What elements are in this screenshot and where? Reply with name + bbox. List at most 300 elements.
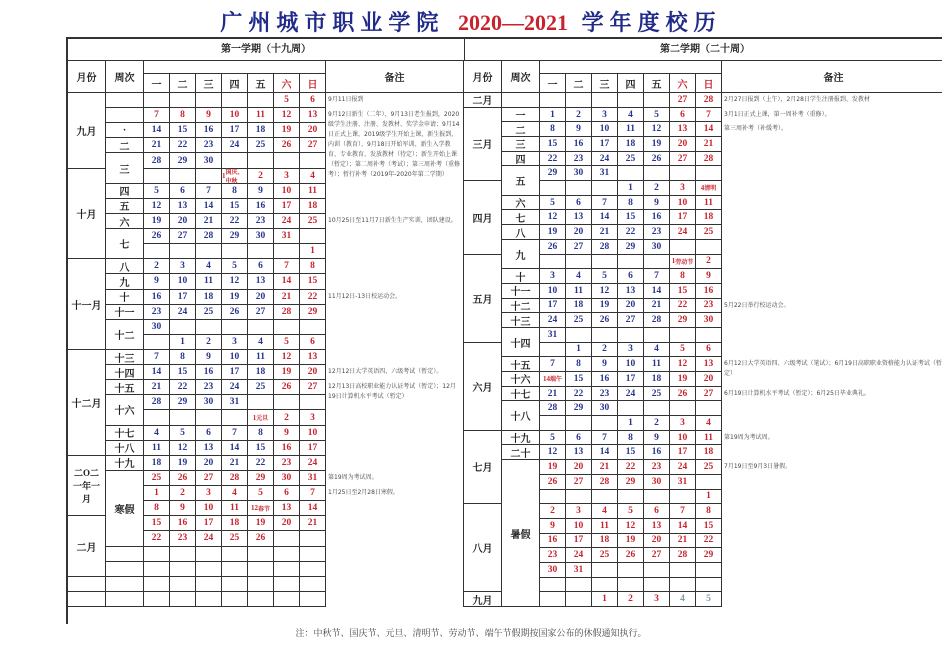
date-cell: 12 <box>170 441 196 456</box>
date-cell <box>618 166 644 181</box>
week-cell: · <box>106 123 144 138</box>
date-cell <box>644 166 670 181</box>
note-text: 1月25日至2月28日寒假。 <box>328 489 399 497</box>
month-cell: 三月 <box>464 108 502 181</box>
week-cell <box>106 108 144 123</box>
week-cell: 九 <box>106 274 144 289</box>
date-cell: 15 <box>170 365 196 380</box>
header-day-6: 六 <box>670 73 696 92</box>
date-cell <box>592 563 618 578</box>
month-cell: 九月 <box>68 93 106 169</box>
date-cell: 9 <box>696 269 722 284</box>
month-cell: 九月 <box>464 592 502 607</box>
date-cell: 24 <box>670 225 696 240</box>
date-cell: 2 <box>144 259 170 274</box>
date-cell: 13 <box>566 445 592 460</box>
date-cell: 30 <box>696 313 722 328</box>
date-cell <box>300 531 326 546</box>
date-cell: 11 <box>618 122 644 137</box>
date-cell: 8 <box>618 196 644 211</box>
header-month: 月份 <box>464 61 502 92</box>
date-cell <box>618 255 644 270</box>
date-cell: 6 <box>274 486 300 501</box>
date-cell: 25 <box>222 531 248 546</box>
date-cell: 18 <box>196 290 222 305</box>
date-cell: 19 <box>222 290 248 305</box>
date-cell <box>196 562 222 577</box>
month-cell: 十二月 <box>68 350 106 456</box>
week-cell <box>106 592 144 607</box>
date-cell: 15 <box>566 372 592 387</box>
date-cell: 4 <box>144 426 170 441</box>
date-cell: 15 <box>670 284 696 299</box>
date-cell: 3 <box>670 416 696 431</box>
date-cell: 27 <box>618 313 644 328</box>
date-cell <box>248 93 274 108</box>
date-cell: 9 <box>592 357 618 372</box>
date-cell <box>196 410 222 425</box>
date-cell: 6 <box>300 335 326 350</box>
date-cell: 9 <box>644 431 670 446</box>
date-cell: 17 <box>670 210 696 225</box>
date-cell <box>566 416 592 431</box>
date-cell: 15 <box>248 441 274 456</box>
date-cell <box>644 401 670 416</box>
date-cell: 20 <box>644 534 670 549</box>
date-cell: 19 <box>670 372 696 387</box>
date-cell: 1 国庆、中秋 <box>222 169 248 184</box>
date-cell: 8 <box>248 426 274 441</box>
date-cell: 9 <box>248 184 274 199</box>
date-cell: 25 <box>592 548 618 563</box>
week-cell: 十六 <box>502 372 540 387</box>
date-cell: 20 <box>300 365 326 380</box>
date-cell: 2 <box>540 504 566 519</box>
date-cell <box>696 475 722 490</box>
date-cell: 23 <box>196 380 222 395</box>
date-cell <box>170 592 196 607</box>
date-cell: 16 <box>274 441 300 456</box>
date-cell: 1 <box>566 343 592 358</box>
date-cell: 4 <box>592 504 618 519</box>
date-cell: 17 <box>618 372 644 387</box>
date-cell: 21 <box>144 380 170 395</box>
date-cell: 29 <box>670 313 696 328</box>
date-cell <box>248 153 274 168</box>
date-cell: 8 <box>696 504 722 519</box>
date-cell: 22 <box>540 152 566 167</box>
date-cell <box>274 577 300 592</box>
date-cell: 20 <box>566 225 592 240</box>
week-cell <box>106 547 144 562</box>
date-cell: 17 <box>196 516 222 531</box>
date-cell: 26 <box>274 138 300 153</box>
date-cell: 15 <box>144 516 170 531</box>
date-cell: 13 <box>196 441 222 456</box>
date-cell <box>540 93 566 108</box>
header-day-3: 三 <box>196 73 222 92</box>
date-cell: 27 <box>300 380 326 395</box>
date-cell <box>248 395 274 410</box>
date-cell <box>196 320 222 335</box>
date-cell: 12 <box>222 274 248 289</box>
date-cell: 6 <box>696 343 722 358</box>
week-cell: 五 <box>502 166 540 195</box>
date-cell: 17 <box>274 199 300 214</box>
date-cell <box>248 547 274 562</box>
week-cell: 二十 <box>502 445 540 460</box>
date-cell: 14 <box>222 441 248 456</box>
date-cell: 7 <box>592 431 618 446</box>
date-cell: 14 <box>144 123 170 138</box>
date-cell: 21 <box>196 214 222 229</box>
week-cell: 五 <box>106 199 144 214</box>
date-cell: 20 <box>670 137 696 152</box>
date-cell: 18 <box>566 299 592 314</box>
date-cell: 26 <box>540 240 566 255</box>
date-cell: 24 <box>222 380 248 395</box>
week-cell: 十七 <box>106 426 144 441</box>
date-cell: 5 <box>274 93 300 108</box>
date-cell: 18 <box>222 516 248 531</box>
date-cell: 7 <box>144 108 170 123</box>
semester-title: 第一学期（十九周） <box>68 39 465 61</box>
date-cell: 26 <box>540 475 566 490</box>
date-cell: 25 <box>144 471 170 486</box>
date-cell <box>248 562 274 577</box>
date-cell: 13 <box>644 519 670 534</box>
month-cell: 二O二一年一月 <box>68 456 106 516</box>
date-cell: 29 <box>696 548 722 563</box>
date-cell: 4 <box>618 108 644 123</box>
date-cell: 5 <box>644 108 670 123</box>
date-cell: 27 <box>696 387 722 402</box>
date-cell <box>222 547 248 562</box>
date-cell <box>144 562 170 577</box>
date-cell: 31 <box>566 563 592 578</box>
date-cell: 29 <box>300 305 326 320</box>
date-cell: 30 <box>592 401 618 416</box>
header-day-2: 二 <box>566 73 592 92</box>
date-cell <box>540 578 566 593</box>
date-cell <box>274 562 300 577</box>
date-cell: 31 <box>222 395 248 410</box>
date-cell: 15 <box>222 199 248 214</box>
date-cell <box>274 244 300 259</box>
week-cell: 十二 <box>106 320 144 350</box>
note-text: 6月19日计算机水平考试（暂定）；6月25日毕业典礼。 <box>724 389 870 397</box>
date-cell <box>618 563 644 578</box>
date-cell: 12 <box>618 519 644 534</box>
date-cell: 9 <box>274 426 300 441</box>
date-cell: 27 <box>248 305 274 320</box>
date-cell: 25 <box>248 138 274 153</box>
date-cell <box>274 395 300 410</box>
week-cell: 六 <box>502 196 540 211</box>
week-cell: 十九 <box>106 456 144 471</box>
date-cell: 16 <box>644 445 670 460</box>
date-cell <box>222 244 248 259</box>
date-cell: 28 <box>696 93 722 108</box>
date-cell: 23 <box>196 138 222 153</box>
date-cell: 28 <box>144 153 170 168</box>
date-cell: 4 <box>566 269 592 284</box>
date-cell: 26 <box>670 387 696 402</box>
date-cell: 21 <box>222 456 248 471</box>
note-text: 第19周为考试周。 <box>724 433 774 441</box>
date-cell: 10 <box>540 284 566 299</box>
date-cell: 14 端午 <box>540 372 566 387</box>
date-cell: 12 <box>592 284 618 299</box>
date-cell: 3 <box>222 335 248 350</box>
date-cell: 23 <box>696 299 722 314</box>
date-cell: 5 <box>144 184 170 199</box>
calendar-table <box>66 37 942 624</box>
date-cell <box>540 490 566 505</box>
date-cell: 15 <box>618 445 644 460</box>
date-cell <box>670 166 696 181</box>
date-cell <box>644 255 670 270</box>
date-cell: 21 <box>144 138 170 153</box>
date-cell: 17 <box>170 290 196 305</box>
date-cell <box>248 577 274 592</box>
date-cell: 14 <box>670 519 696 534</box>
note-text: 12月13日高校职业能力认证考试（暂定）；12月19日计算机水平考试（暂定） <box>328 383 456 401</box>
date-cell <box>540 343 566 358</box>
date-cell: 29 <box>618 475 644 490</box>
date-cell: 6 <box>170 184 196 199</box>
date-cell <box>170 169 196 184</box>
date-cell: 12 <box>144 199 170 214</box>
date-cell: 19 <box>592 299 618 314</box>
week-cell: 十三 <box>106 350 144 365</box>
date-cell: 29 <box>566 401 592 416</box>
date-cell: 21 <box>540 387 566 402</box>
date-cell <box>144 577 170 592</box>
week-cell: 十二 <box>502 299 540 314</box>
date-cell: 2 <box>592 343 618 358</box>
note-text: 5月22日举行校运动会。 <box>724 301 790 309</box>
date-cell <box>566 181 592 196</box>
date-cell: 22 <box>696 534 722 549</box>
note-text: 第19周为考试周。 <box>328 473 378 481</box>
date-cell: 4 清明 <box>696 181 722 196</box>
date-cell: 11 <box>196 274 222 289</box>
date-cell <box>592 490 618 505</box>
date-cell <box>670 328 696 343</box>
week-cell: 十一 <box>106 305 144 320</box>
date-cell: 11 <box>696 431 722 446</box>
date-cell: 31 <box>300 471 326 486</box>
date-cell: 17 <box>222 365 248 380</box>
date-cell: 19 <box>274 365 300 380</box>
date-cell: 27 <box>670 152 696 167</box>
date-cell <box>300 577 326 592</box>
date-cell: 23 <box>566 152 592 167</box>
date-cell: 21 <box>592 460 618 475</box>
date-cell: 13 <box>696 357 722 372</box>
date-cell <box>144 169 170 184</box>
date-cell <box>222 410 248 425</box>
date-cell <box>170 244 196 259</box>
date-cell: 7 <box>222 426 248 441</box>
date-cell: 14 <box>274 274 300 289</box>
week-cell: 十四 <box>502 328 540 357</box>
date-cell: 30 <box>196 395 222 410</box>
date-cell: 19 <box>274 123 300 138</box>
date-cell <box>300 562 326 577</box>
month-cell <box>68 592 106 607</box>
date-cell: 14 <box>644 284 670 299</box>
date-cell: 20 <box>248 290 274 305</box>
month-cell: 四月 <box>464 181 502 254</box>
date-cell <box>670 401 696 416</box>
date-cell: 10 <box>222 108 248 123</box>
month-cell: 二月 <box>464 93 502 108</box>
date-cell: 27 <box>670 93 696 108</box>
date-cell: 29 <box>248 471 274 486</box>
date-cell: 9 <box>566 122 592 137</box>
date-cell: 3 <box>644 592 670 607</box>
header-day-5: 五 <box>644 73 670 92</box>
note-text: 9月11日报到 <box>328 96 364 103</box>
week-cell <box>502 93 540 108</box>
date-cell <box>592 416 618 431</box>
date-cell: 29 <box>618 240 644 255</box>
date-cell: 1 <box>618 181 644 196</box>
date-cell <box>144 410 170 425</box>
date-cell: 23 <box>644 225 670 240</box>
week-cell: 暑假 <box>502 460 540 607</box>
date-cell: 10 <box>566 519 592 534</box>
week-cell: 六 <box>106 214 144 229</box>
date-cell <box>618 93 644 108</box>
date-cell: 19 <box>618 534 644 549</box>
date-cell <box>222 93 248 108</box>
date-cell <box>300 229 326 244</box>
date-cell: 4 <box>300 169 326 184</box>
title-year: 2020—2021 <box>458 10 568 35</box>
date-cell: 7 <box>696 108 722 123</box>
date-cell: 14 <box>196 199 222 214</box>
date-cell: 26 <box>618 548 644 563</box>
date-cell: 10 <box>670 431 696 446</box>
date-cell <box>592 181 618 196</box>
week-cell: 十一 <box>502 284 540 299</box>
date-cell: 8 <box>540 122 566 137</box>
date-cell <box>300 153 326 168</box>
date-cell: 11 <box>248 350 274 365</box>
date-cell <box>196 93 222 108</box>
date-cell: 27 <box>196 471 222 486</box>
date-cell: 22 <box>170 138 196 153</box>
date-cell: 27 <box>644 548 670 563</box>
header-days-group <box>144 61 326 73</box>
date-cell: 13 <box>300 350 326 365</box>
date-cell: 19 <box>144 214 170 229</box>
month-cell: 七月 <box>464 431 502 504</box>
date-cell <box>566 592 592 607</box>
date-cell: 27 <box>300 138 326 153</box>
date-cell <box>144 93 170 108</box>
date-cell <box>670 578 696 593</box>
date-cell: 21 <box>670 534 696 549</box>
date-cell: 23 <box>248 214 274 229</box>
date-cell: 16 <box>644 210 670 225</box>
date-cell: 3 <box>566 504 592 519</box>
date-cell <box>696 328 722 343</box>
date-cell <box>248 320 274 335</box>
date-cell: 24 <box>196 531 222 546</box>
date-cell: 10 <box>170 274 196 289</box>
week-cell: 十七 <box>502 387 540 402</box>
date-cell: 21 <box>592 225 618 240</box>
date-cell: 25 <box>618 152 644 167</box>
month-cell: 八月 <box>464 504 502 592</box>
date-cell: 13 <box>618 284 644 299</box>
month-cell: 二月 <box>68 516 106 576</box>
date-cell <box>592 328 618 343</box>
date-cell: 23 <box>644 460 670 475</box>
date-cell: 6 <box>248 259 274 274</box>
date-cell: 12 <box>670 357 696 372</box>
week-cell: 十 <box>502 269 540 284</box>
date-cell <box>540 181 566 196</box>
date-cell: 7 <box>144 350 170 365</box>
date-cell: 24 <box>274 214 300 229</box>
month-cell: 五月 <box>464 255 502 343</box>
date-cell: 24 <box>670 460 696 475</box>
header-row <box>464 61 942 93</box>
date-cell <box>670 240 696 255</box>
date-cell: 27 <box>170 229 196 244</box>
date-cell <box>696 401 722 416</box>
week-cell: 十 <box>106 290 144 305</box>
date-cell: 6 <box>566 196 592 211</box>
date-cell: 28 <box>670 548 696 563</box>
date-cell: 26 <box>274 380 300 395</box>
date-cell: 20 <box>170 214 196 229</box>
date-cell: 13 <box>248 274 274 289</box>
calendar-body <box>464 93 942 607</box>
header-days-group <box>540 61 722 73</box>
date-cell <box>274 153 300 168</box>
header-day-1: 一 <box>540 73 566 92</box>
date-cell: 18 <box>644 372 670 387</box>
date-cell: 19 <box>540 225 566 240</box>
date-cell: 30 <box>540 563 566 578</box>
date-cell: 29 <box>540 166 566 181</box>
date-cell: 8 <box>618 431 644 446</box>
date-cell <box>644 563 670 578</box>
date-cell <box>566 255 592 270</box>
date-cell <box>540 592 566 607</box>
date-cell: 19 <box>644 137 670 152</box>
date-cell <box>170 320 196 335</box>
date-cell: 31 <box>274 229 300 244</box>
date-cell: 5 <box>696 592 722 607</box>
date-cell: 16 <box>170 516 196 531</box>
date-cell <box>300 592 326 607</box>
week-cell <box>106 562 144 577</box>
date-cell: 21 <box>274 290 300 305</box>
header-day-1: 一 <box>144 73 170 92</box>
date-cell: 5 <box>670 343 696 358</box>
date-cell: 23 <box>540 548 566 563</box>
date-cell: 26 <box>248 531 274 546</box>
date-cell: 30 <box>274 471 300 486</box>
date-cell: 1 <box>696 490 722 505</box>
